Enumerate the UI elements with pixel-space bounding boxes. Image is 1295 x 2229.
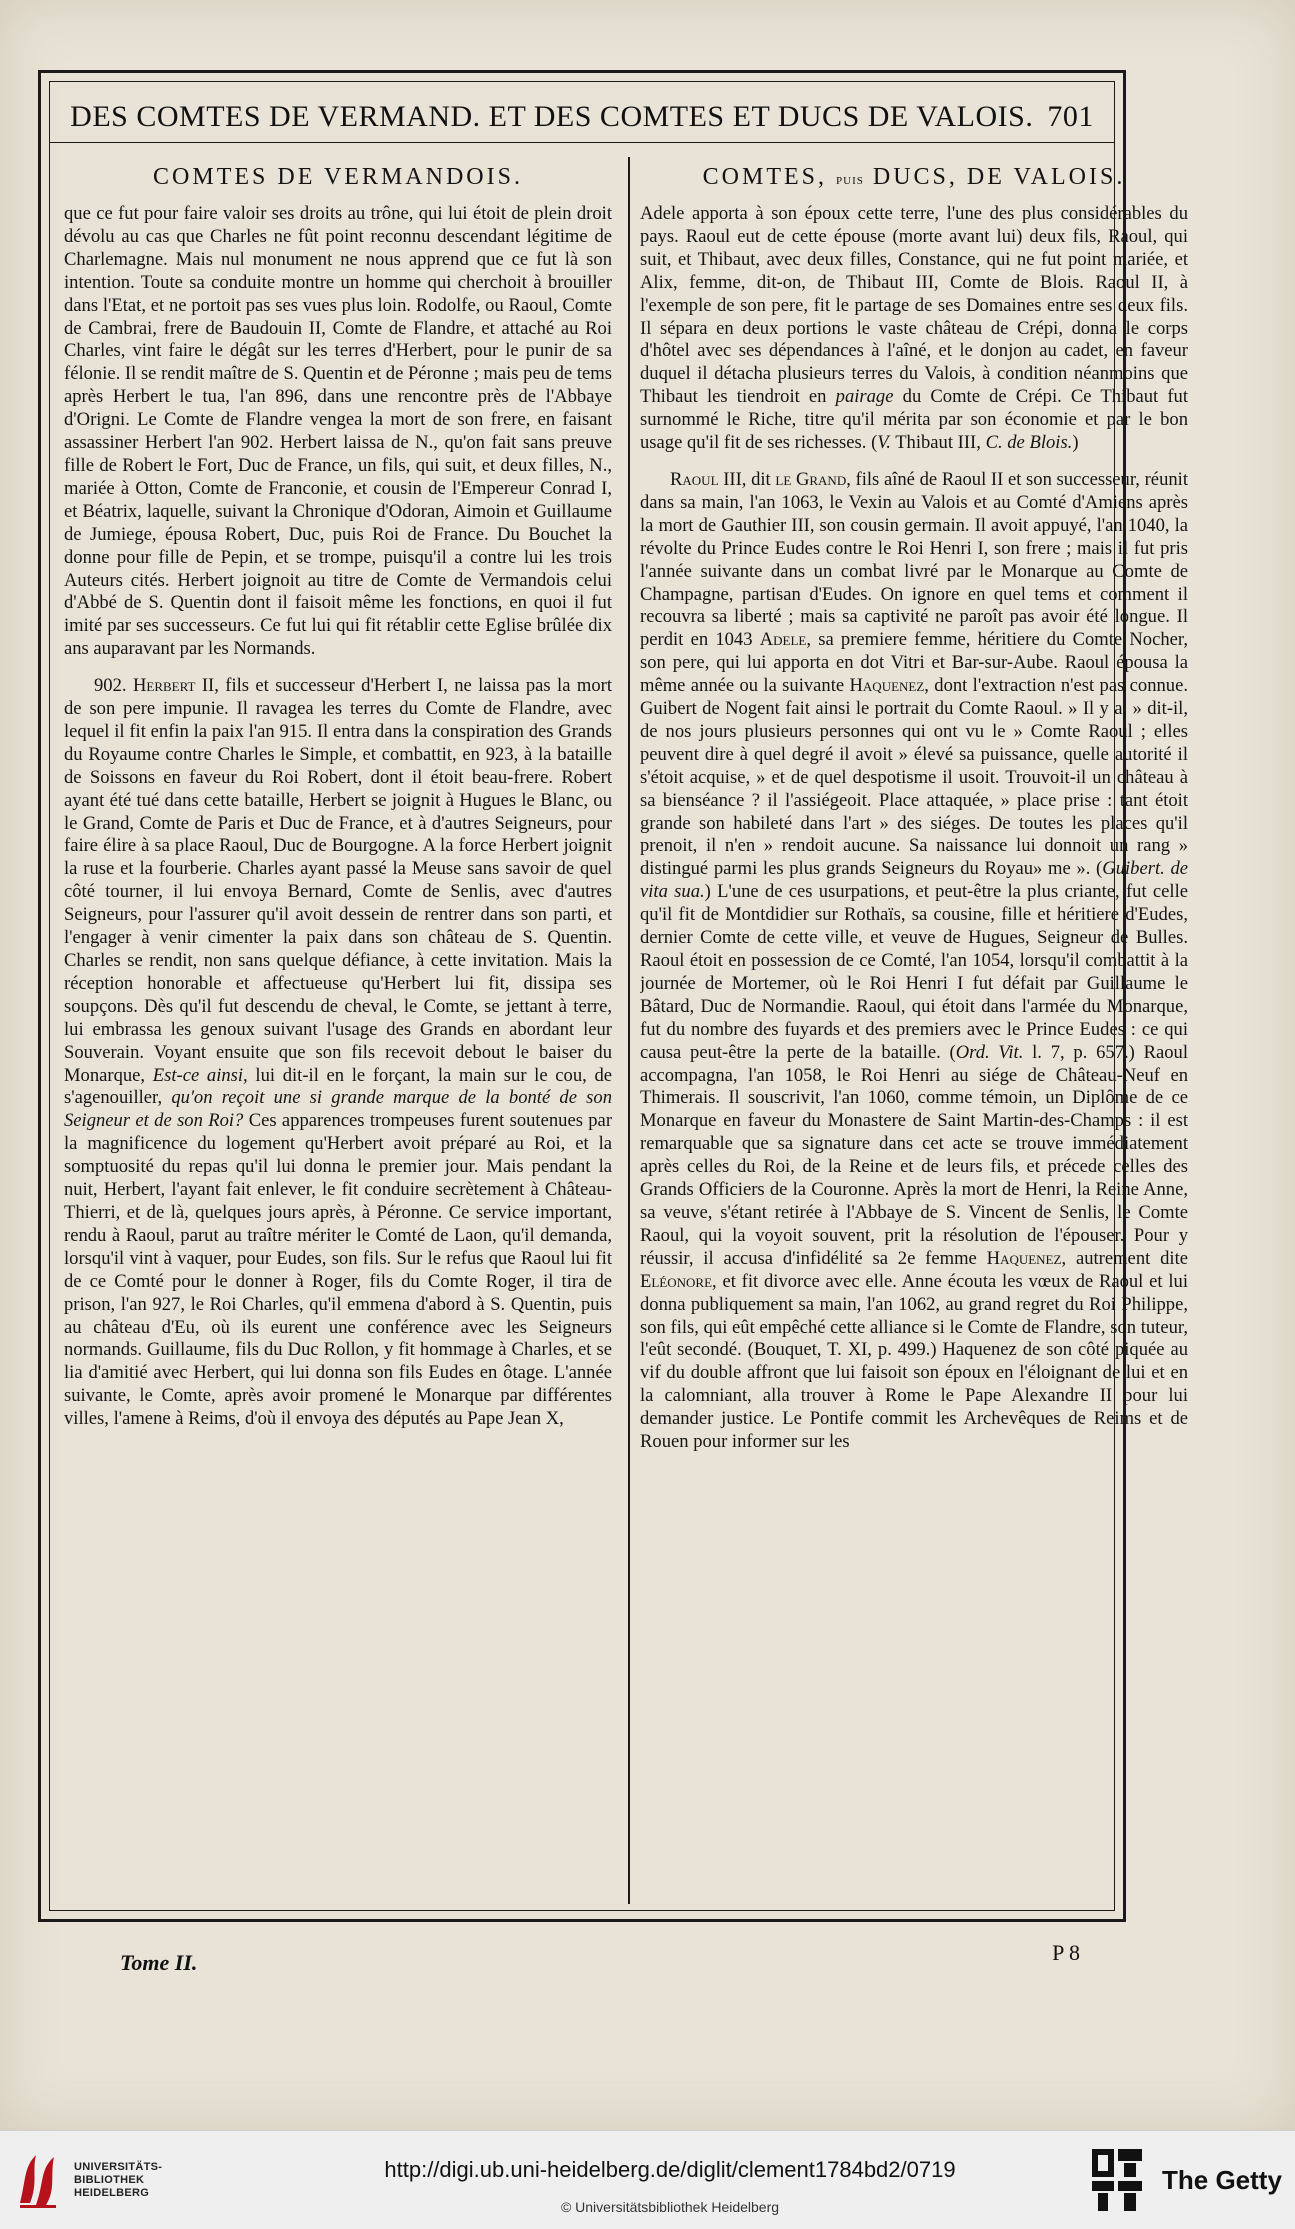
entry-name: Herbert: [132, 675, 196, 697]
left-column: [64, 157, 612, 1902]
permalink-url[interactable]: http://digi.ub.uni-heidelberg.de/diglit/clement1784bd2/0719: [384, 2157, 956, 2182]
right-paragraph-2: Raoul III, dit le Grand, fils aîné de Raoul II et son successeur, réunit dans sa main, l'an 1063, le Vexin au Valois et au Comté d'Amiens après la mort de Gauthier III, son cousin germain. Il avoit appuyé, l'an 1040, la révolte du Prince Eudes contre le Roi Henri I, son frere ; mais il fut pris l'année suivante dans un combat livré par le Monarque au Comte de Champagne, partisan d'Eudes. On ignore en quel tems et comment il recouvra sa liberté ; mais sa captivité ne paroît pas avoir été longue. Il perdit en 1043 Adele, sa premiere femme, héritiere du Comte Nocher, son pere, qui lui apporta en dot Vitri et Bar-sur-Aube. Raoul épousa la même année ou la suivante Haquenez, dont l'extraction n'est pas connue. Guibert de Nogent fait ainsi le portrait du Comte Raoul. » Il y a, » dit-il, de nos jours plusieurs personnes qui ont vu le » Comte Raoul ; elles peuvent dire à quel degré il avoit » élevé sa puissance, quelle autorité il s'étoit acquise, » et de quel despotisme il usoit. Trouvoit-il un château à sa bienséance ? il l'assiégeoit. Place attaquée, » place prise : tant étoit grande son habileté dans l'art » des siéges. De toutes les places qu'il prenoit, il n'en » rendoit aucune. Sa naissance lui donnoit un rang » distingué parmi les plus grands Seigneurs du Royau» me ». (Guibert. de vita sua.) L'une de ces usurpations, et peut-être la plus criante, fut celle qu'il fit de Montdidier sur Rothaïs, sa cousine, fille et héritiere d'Eudes, dernier Comte de cette ville, et veuve de Hugues, Seigneur de Bulles. Raoul étoit en possession de ce Comté, l'an 1054, lorsqu'il combattit à la journée de Mortemer, où le Roi Henri I fut défait par Guillaume le Bâtard, Duc de Normandie. Raoul, qui étoit dans l'armée du Monarque, fut du nombre des fuyards et des premiers avec le Prince Eudes : ce qui causa peut-être la perte de la bataille. (Ord. Vit. l. 7, p. 657.) Raoul accompagna, l'an 1058, le Roi Henri au siége de Château-Neuf en Thimerais. Il souscrivit, l'an 1060, comme témoin, un Diplôme de ce Monarque en faveur du Monastere de Saint Martin-des-Champs : il est remarquable que sa signature dans cet acte se trouve immédiatement après celles du Roi, de la Reine et de leurs fils, et précede celles des Grands Officiers de la Couronne. Après la mort de Henri, la Reine Anne, sa veuve, s'étant retirée à l'Abbaye de S. Vincent de Senlis, le Comte Raoul, qui la voyoit souvent, prit la résolution de l'épouser. Pour y réussir, il accusa d'infidélité sa 2e femme Haquenez, autrement dite Eléonore, et fit divorce avec elle. Anne écouta les vœux de Raoul et lui donna publiquement sa main, l'an 1062, au grand regret du Roi Philippe, son fils, qui eût empêché cette alliance si le Comte de Flandre, son tuteur, l'eût secondé. (Bouquet, T. XI, p. 499.) Haquenez de son côté piquée au vif du double affront que lui faisoit son époux en l'éloignant de lui et en la calomniant, alla trouver à Rome le Pape Alexandre II pour lui demander justice. Le Pontife commit les Archevêques de Reims et de Rouen pour informer sur les: [640, 468, 1188, 1453]
entry-date: 902.: [94, 675, 127, 697]
entry-name: Raoul: [670, 468, 719, 490]
copyright-notice: © Universitätsbibliothek Heidelberg: [560, 2199, 780, 2215]
running-head-title: DES COMTES DE VERMAND. ET DES COMTES ET DUCS DE VALOIS.: [70, 100, 1034, 133]
heidelberg-library-logo[interactable]: UNIVERSITÄTS- BIBLIOTHEK HEIDELBERG: [14, 2149, 184, 2211]
signature-mark: P 8: [1052, 1940, 1080, 1965]
page-frame: [38, 70, 1188, 1922]
right-column: [640, 157, 1188, 1902]
right-paragraph-1: Adele apporta à son époux cette terre, l'une des plus considérables du pays. Raoul eut de cette épouse (morte avant lui) deux fils, Raoul, qui suit, et Thibaut, avec deux filles, Constance, qui ne fut point mariée, et Alix, femme, dit-on, de Thibaut III, Comte de Blois. Raoul II, à l'exemple de son pere, fit le partage de ses Domaines entre ses deux fils. Il sépara en deux portions le vaste château de Crépi, donna le corps d'hôtel avec ses dépendances à l'aîné, et le donjon au cadet, en faveur duquel il détacha plusieurs terres du Valois, à condition néanmoins que Thibaut les tiendroit en pairage du Comte de Crépi. Ce Thibaut fut surnommé le Riche, titre qu'il mérita par son économie et par le bon usage qu'il fit de ses richesses. (V. Thibaut III, C. de Blois.): [640, 203, 1188, 454]
viewer-footer: [0, 2130, 1295, 2229]
left-paragraph-2: 902. Herbert II, fils et successeur d'Herbert I, ne laissa pas la mort de son pere impunie. Il ravagea les terres du Comte de Flandre, avec lequel il fit enfin la paix l'an 915. Il entra dans la conspiration des Grands du Royaume contre Charles le Simple, et combattit, en 923, à la bataille de Soissons en faveur du Roi Robert, dont il étoit beau-frere. Robert ayant été tué dans cette bataille, Herbert se joignit à Hugues le Blanc, ou le Grand, Comte de Paris et Duc de France, et à d'autres Seigneurs, pour faire élire à sa place Raoul, Duc de Bourgogne. A la force Herbert joignit la ruse et la fourberie. Charles ayant passé la Meuse sans savoir de quel côté tourner, il lui envoya Bernard, Comte de Senlis, avec d'autres Seigneurs, pour l'assurer qu'il avoit dessein de rentrer dans son parti, et l'engager à venir cimenter la paix dans son château de S. Quentin. Charles se rendit, non sans quelque défiance, à cette invitation. Mais la réception honorable et affectueuse qu'Herbert lui fit, dissipa ses soupçons. Dès qu'il fut descendu de cheval, le Comte, se jettant à terre, lui embrassa les genoux suivant l'usage des Grands en abordant leur Souverain. Voyant ensuite que son fils recevoit debout le baiser du Monarque, Est-ce ainsi, lui dit-il en le forçant, la main sur le cou, de s'agenouiller, qu'on reçoit une si grande marque de la bonté de son Seigneur et de son Roi? Ces apparences trompeuses furent soutenues par la magnificence du logement qu'Herbert avoit préparé au Roi, et la somptuosité du repas qu'il lui donna le premier jour. Mais pendant la nuit, Herbert, l'ayant fait enlever, le fit conduire secrètement à Château-Thierri, et de là, quelques jours après, à Péronne. Ce service important, rendu à Raoul, parut au traître mériter le Comté de Laon, qu'il demanda, lorsqu'il vint à vaquer, pour Eudes, son fils. Sur le refus que Raoul lui fit de ce Comté pour le donner à Roger, fils du Comte Roger, il tira de prison, l'an 927, le Roi Charles, qu'il emmena d'abord à S. Quentin, puis au château d'Eu, où ils eurent une conférence avec les Seigneurs normands. Guillaume, fils du Duc Rollon, y fit hommage à Charles, et se lia d'amitié avec Herbert, qui lui donna son fils Eudes en ôtage. L'année suivante, le Comte, après avoir promené le Monarque par différentes villes, l'amene à Reims, d'où il envoya des députés au Pape Jean X,: [64, 675, 612, 1430]
getty-mark-icon: [1090, 2147, 1144, 2213]
page-footer: [120, 1940, 1080, 1980]
library-seal-icon: [14, 2149, 66, 2211]
left-column-heading: COMTES DE VERMANDOIS.: [153, 164, 523, 190]
volume-label: Tome II.: [120, 1950, 198, 1975]
page-number: 701: [1047, 100, 1094, 133]
page-frame-inner: [49, 81, 1188, 1911]
running-head: [50, 92, 1114, 143]
getty-logo[interactable]: The Getty: [1090, 2147, 1290, 2213]
right-column-heading: COMTES, puis DUCS, DE VALOIS.: [702, 164, 1126, 190]
column-divider: [628, 157, 630, 1904]
left-paragraph-1: que ce fut pour faire valoir ses droits au trône, qui lui étoit de plein droit dévolu au cas que Charles ne fût point reconnu descendant légitime de Charlemagne. Mais nul monument ne nous apprend que ce fut là son intention. Toute sa conduite montre un homme qui cherchoit à brouiller dans l'Etat, et ne portoit pas ses vues plus loin. Rodolfe, ou Raoul, Comte de Cambrai, frere de Baudouin II, Comte de Flandre, et attaché au Roi Charles, vint faire le dégât sur les terres d'Herbert, pour le punir de sa félonie. Il se rendit maître de S. Quentin et de Péronne ; mais peu de tems après Herbert le tua, l'an 896, dans une rencontre près de l'Abbaye d'Origni. Le Comte de Flandre vengea la mort de son frere, en faisant assassiner Herbert l'an 902. Herbert laissa de N., qu'on fait sans preuve fille de Robert le Fort, Duc de France, un fils, qui suit, et deux filles, N., mariée à Otton, Comte de Franconie, et cousin de l'Empereur Conrad I, et Béatrix, laquelle, suivant la Chronique d'Odoran, Aimoin et Guillaume de Jumiege, épousa Robert, Duc, puis Roi de France. Du Bouchet la donne pour fille de Pepin, et se trompe, puisqu'il a contre lui les trois Auteurs cités. Herbert joignoit au titre de Comte de Vermandois celui d'Abbé de S. Quentin dont il faisoit même les fonctions, en quoi il fut imité par ses successeurs. Ce fut lui qui fit rétablir cette Eglise brûlée dix ans auparavant par les Normands.: [64, 203, 612, 660]
